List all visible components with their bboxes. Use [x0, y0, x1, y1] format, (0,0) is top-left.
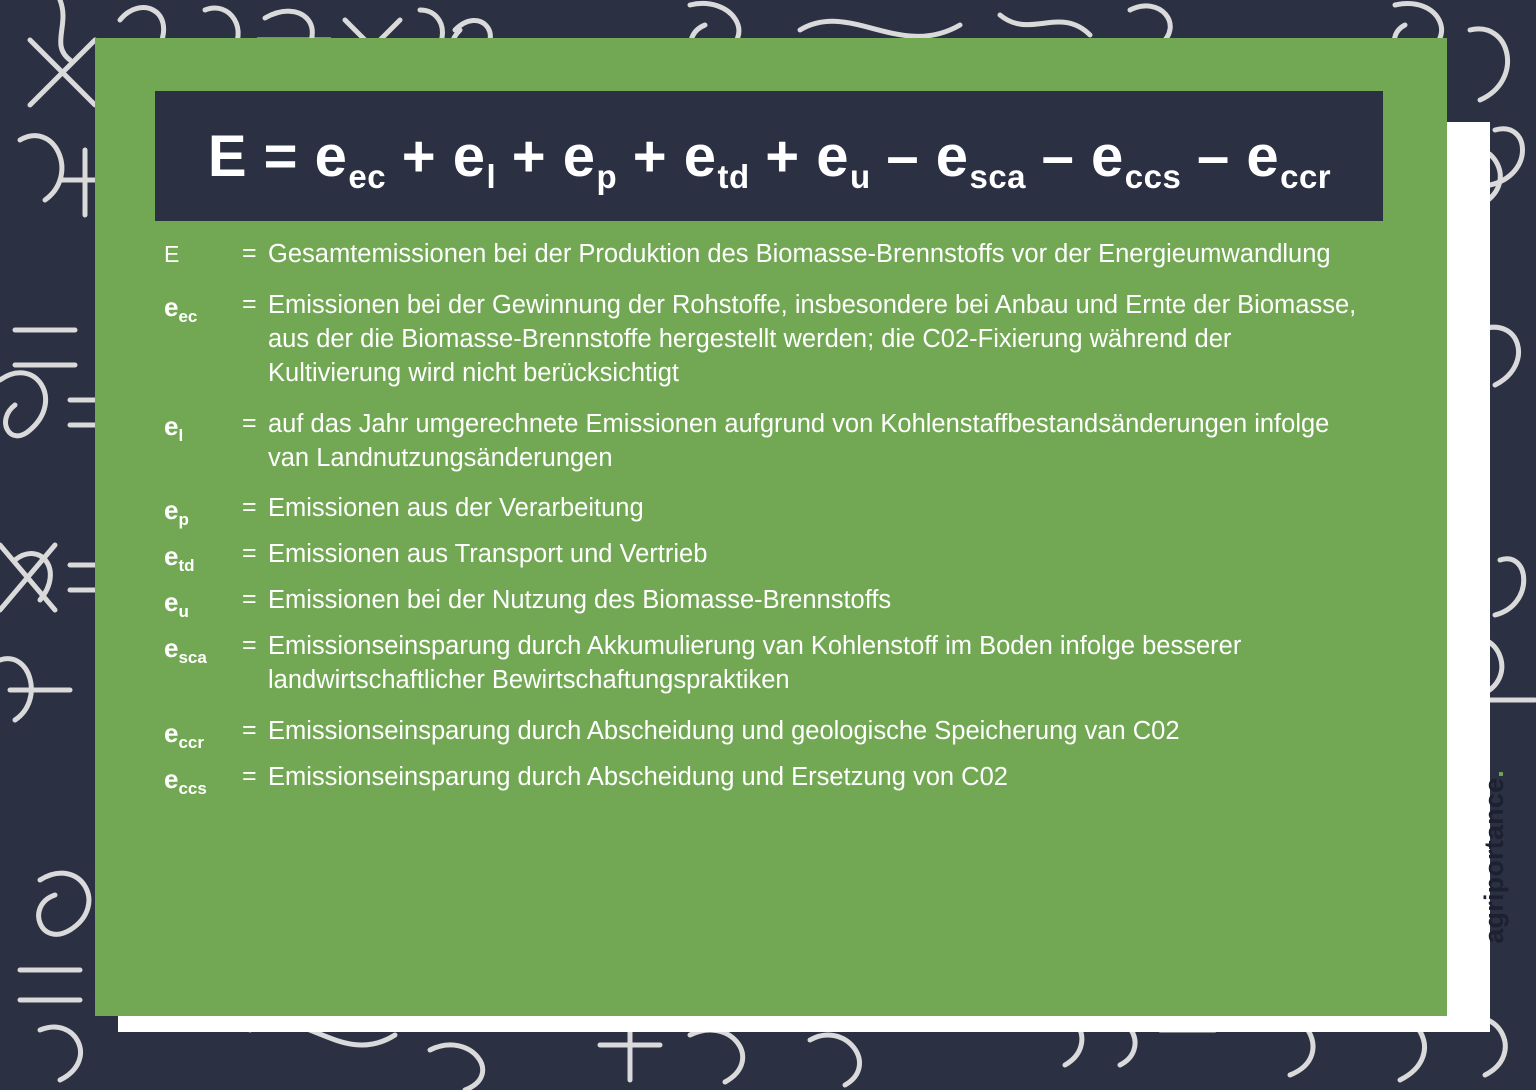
definition-text-eu: Emissionen bei der Nutzung des Biomasse-Brennstoffs	[268, 586, 892, 615]
definition-row-eec	[150, 289, 1410, 391]
definition-row-eccr	[150, 715, 1410, 753]
definition-row-E	[150, 238, 1410, 272]
symbol-eec: $e_{ec}$	[164, 291, 198, 326]
equals-sign: =	[242, 716, 257, 745]
formula-expression: $E = e_{ec} + e_l + e_p + e_{td} + e_u - e_{sca} - e_{ccs} - e_{ccr}$	[207, 123, 1332, 195]
equals-sign: =	[242, 585, 257, 614]
definition-text-esca: Emissionseinsparung durch Akkumulierung van Kohlenstoff im Boden infolge besserer landwirtschaftlicher Bewirtschaftungspraktiken	[268, 632, 1242, 695]
equals-sign: =	[242, 289, 257, 318]
symbol-eccs: $e_{ccs}$	[164, 764, 207, 799]
equals-sign: =	[242, 631, 257, 660]
symbol-esca: $e_{sca}$	[164, 633, 207, 668]
symbol-eccr: $e_{ccr}$	[164, 718, 204, 753]
definition-list	[150, 238, 1410, 807]
equals-sign: =	[242, 539, 257, 568]
symbol-el: $e_l$	[164, 410, 184, 445]
brand-name: agriportance	[1479, 777, 1509, 944]
formula-banner	[155, 91, 1383, 221]
definition-row-esca	[150, 630, 1410, 698]
symbol-eu: $e_u$	[164, 587, 189, 622]
definition-text-el: auf das Jahr umgerechnete Emissionen aufgrund von Kohlenstaffbestandsänderungen infolge van Landnutzungsänderungen	[268, 409, 1330, 472]
definition-row-eccs	[150, 761, 1410, 799]
definition-text-eccs: Emissionseinsparung durch Abscheidung und Ersetzung von C02	[268, 763, 1008, 792]
brand-logo	[1479, 770, 1510, 944]
definition-text-eec: Emissionen bei der Gewinnung der Rohstoffe, insbesondere bei Anbau und Ernte der Biomasse, aus der die Biomasse-Brennstoffe hergestellt werden; die C02-Fixierung während der Kultivierung wird nicht berücksichtigt	[268, 290, 1357, 387]
equals-sign: =	[242, 408, 257, 437]
equals-sign: =	[242, 493, 257, 522]
brand-dot: .	[1479, 770, 1509, 778]
symbol-E: E	[164, 241, 180, 267]
definition-row-etd	[150, 538, 1410, 576]
symbol-ep: $e_p$	[164, 495, 189, 530]
definition-text-eccr: Emissionseinsparung durch Abscheidung und geologische Speicherung van C02	[268, 717, 1180, 746]
symbol-etd: $e_{td}$	[164, 541, 195, 576]
definition-row-el	[150, 408, 1410, 476]
definition-text-E: Gesamtemissionen bei der Produktion des Biomasse-Brennstoffs vor der Energieumwandlung	[268, 240, 1331, 268]
equals-sign: =	[242, 239, 257, 267]
equals-sign: =	[242, 762, 257, 791]
definition-row-ep	[150, 492, 1410, 530]
definition-text-ep: Emissionen aus der Verarbeitung	[268, 494, 644, 523]
definition-row-eu	[150, 584, 1410, 622]
definition-text-etd: Emissionen aus Transport und Vertrieb	[268, 540, 708, 569]
